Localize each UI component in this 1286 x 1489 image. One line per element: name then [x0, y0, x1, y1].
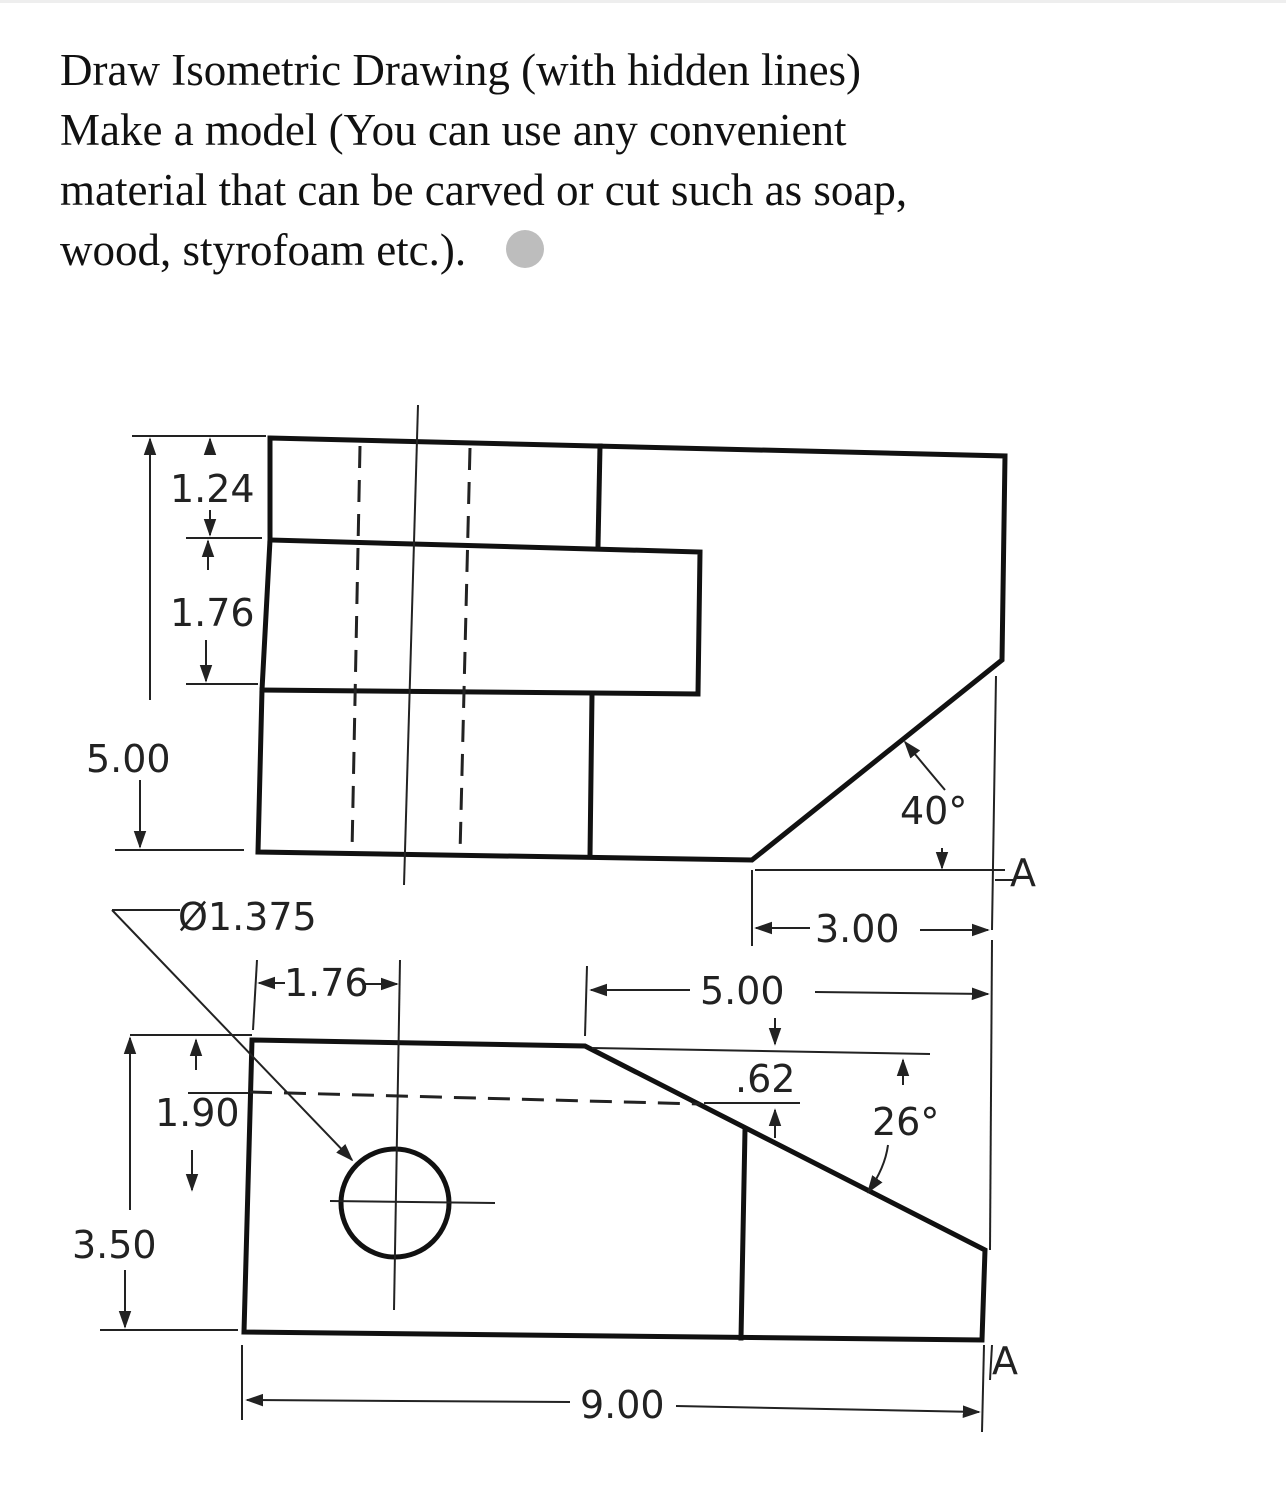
- dim-9.00-arrow-right: [676, 1406, 979, 1412]
- hole-hidden-line-top: [250, 1092, 700, 1104]
- slot-outline: [262, 540, 700, 694]
- top-view: [72, 870, 1018, 1432]
- dim-length-label: 9.00: [580, 1383, 665, 1427]
- angle-26-label: 26°: [872, 1100, 940, 1144]
- instruction-line-4-text: wood, styrofoam etc.).: [60, 225, 467, 275]
- dim-depth-label: 3.50: [72, 1223, 157, 1267]
- dim-top-label: 1.24: [170, 467, 255, 511]
- ext-offset-left: [253, 960, 257, 1030]
- hole-center-line: [404, 405, 418, 885]
- dim-offset-label: 1.76: [284, 961, 369, 1005]
- section-line-front: [992, 676, 996, 930]
- dim-slot-label: 1.76: [170, 591, 255, 635]
- angle-40-arc: [905, 742, 945, 790]
- ext-right-top: [990, 940, 992, 1250]
- instruction-line-3: material that can be carved or cut such as soap,: [60, 165, 908, 215]
- dim-slope-start-label: 5.00: [700, 969, 785, 1013]
- dim-hole-label: Ø1.375: [178, 895, 317, 939]
- ext-length-right: [982, 1345, 984, 1432]
- dim-chamfer-width-label: 3.00: [815, 907, 900, 951]
- section-label-top: A: [992, 1339, 1018, 1383]
- hole-hidden-line-right: [460, 448, 470, 854]
- hole-horizontal-center-line: [330, 1201, 495, 1203]
- dim-height-label: 5.00: [86, 737, 171, 781]
- instruction-line-1: Draw Isometric Drawing (with hidden lines): [60, 45, 862, 95]
- slot-lower-edge: [590, 694, 592, 856]
- angle-40-label: 40°: [900, 789, 968, 833]
- ext-slope-start: [585, 966, 587, 1036]
- ext-drop-top: [592, 1048, 930, 1054]
- dim-hole-depth-label: 1.90: [155, 1091, 240, 1135]
- front-view: [86, 405, 1036, 930]
- slope-vertical-edge: [741, 1130, 745, 1338]
- section-label-front: A: [1010, 851, 1036, 895]
- top-view-outline: [244, 1040, 985, 1340]
- dim-5.00-arrow-right: [815, 992, 988, 994]
- angle-26-arc: [868, 1145, 888, 1192]
- hole-hidden-line-left: [352, 446, 360, 852]
- slot-upper-edge: [598, 446, 600, 546]
- front-view-outline: [258, 438, 1005, 860]
- dim-9.00-arrow-left: [247, 1400, 570, 1402]
- dim-drop-label: .62: [735, 1057, 796, 1101]
- instruction-line-2: Make a model (You can use any convenient: [60, 105, 847, 155]
